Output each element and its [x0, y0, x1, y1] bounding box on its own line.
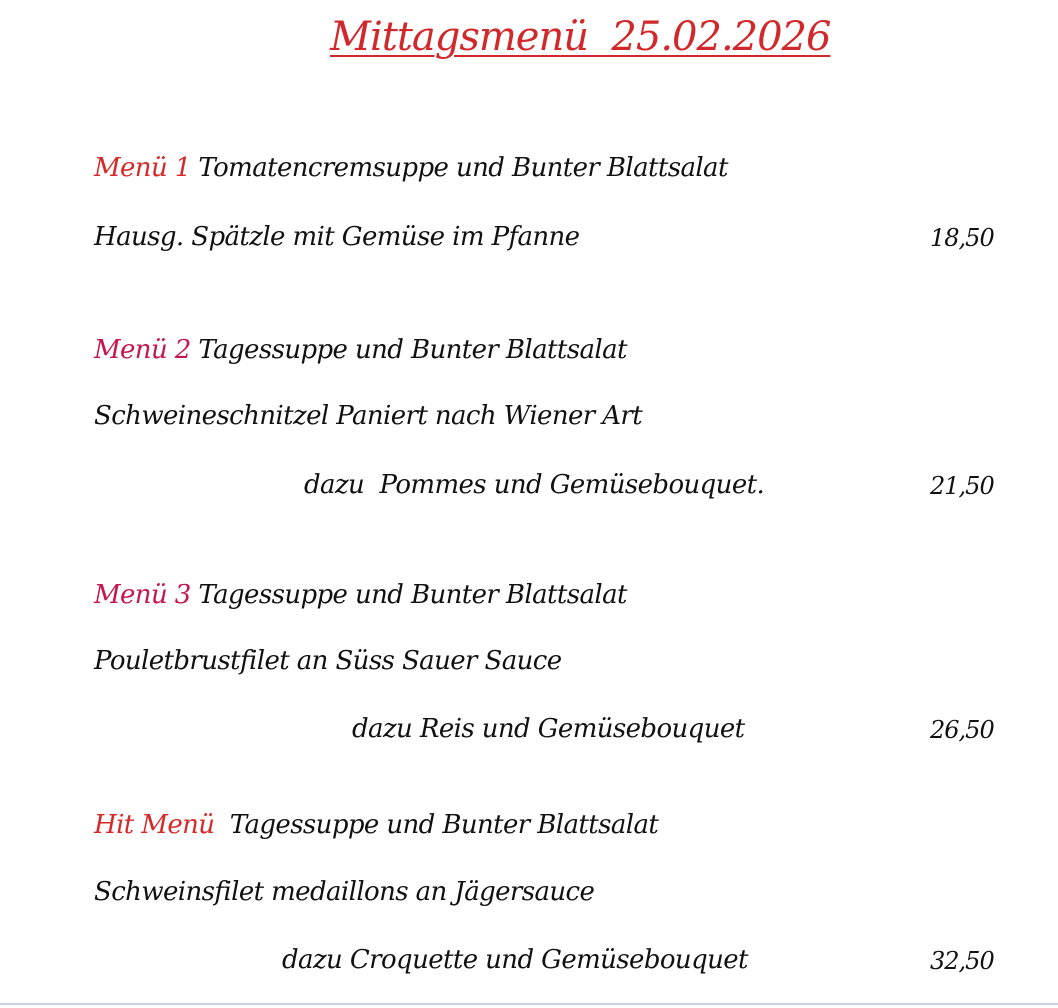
hit-menu-side: dazu Croquette und Gemüsebouquet	[282, 945, 748, 975]
menu-2-starter: Tagessuppe und Bunter Blattsalat	[190, 335, 627, 365]
page-bottom-border	[0, 1003, 1058, 1005]
menu-1-label: Menü 1	[94, 153, 191, 183]
menu-3-starter: Tagessuppe und Bunter Blattsalat	[190, 580, 627, 610]
menu-1-starter: Tomatencremsuppe und Bunter Blattsalat	[190, 153, 728, 183]
menu-3-starter-line	[94, 582, 627, 608]
hit-menu-price: 32,50	[930, 947, 994, 975]
hit-menu-label: Hit Menü	[94, 810, 215, 840]
menu-3-main: Pouletbrustfilet an Süss Sauer Sauce	[94, 646, 562, 676]
hit-menu-main: Schweinsfilet medaillons an Jägersauce	[94, 877, 595, 907]
menu-title: Mittagsmenü 25.02.2026	[330, 14, 831, 60]
menu-2-price: 21,50	[930, 472, 994, 500]
menu-3-side: dazu Reis und Gemüsebouquet	[352, 714, 745, 744]
menu-1-price: 18,50	[930, 224, 994, 252]
menu-2-starter-line	[94, 337, 627, 363]
menu-1-starter-line	[94, 155, 728, 181]
menu-3-price: 26,50	[930, 716, 994, 744]
menu-2-side: dazu Pommes und Gemüsebouquet.	[304, 470, 765, 500]
menu-2-main: Schweineschnitzel Paniert nach Wiener Art	[94, 401, 643, 431]
hit-menu-starter-line	[94, 812, 658, 838]
menu-2-label: Menü 2	[94, 335, 191, 365]
menu-3-label: Menü 3	[94, 580, 191, 610]
menu-1-main: Hausg. Spätzle mit Gemüse im Pfanne	[94, 222, 580, 252]
hit-menu-starter: Tagessuppe und Bunter Blattsalat	[214, 810, 659, 840]
